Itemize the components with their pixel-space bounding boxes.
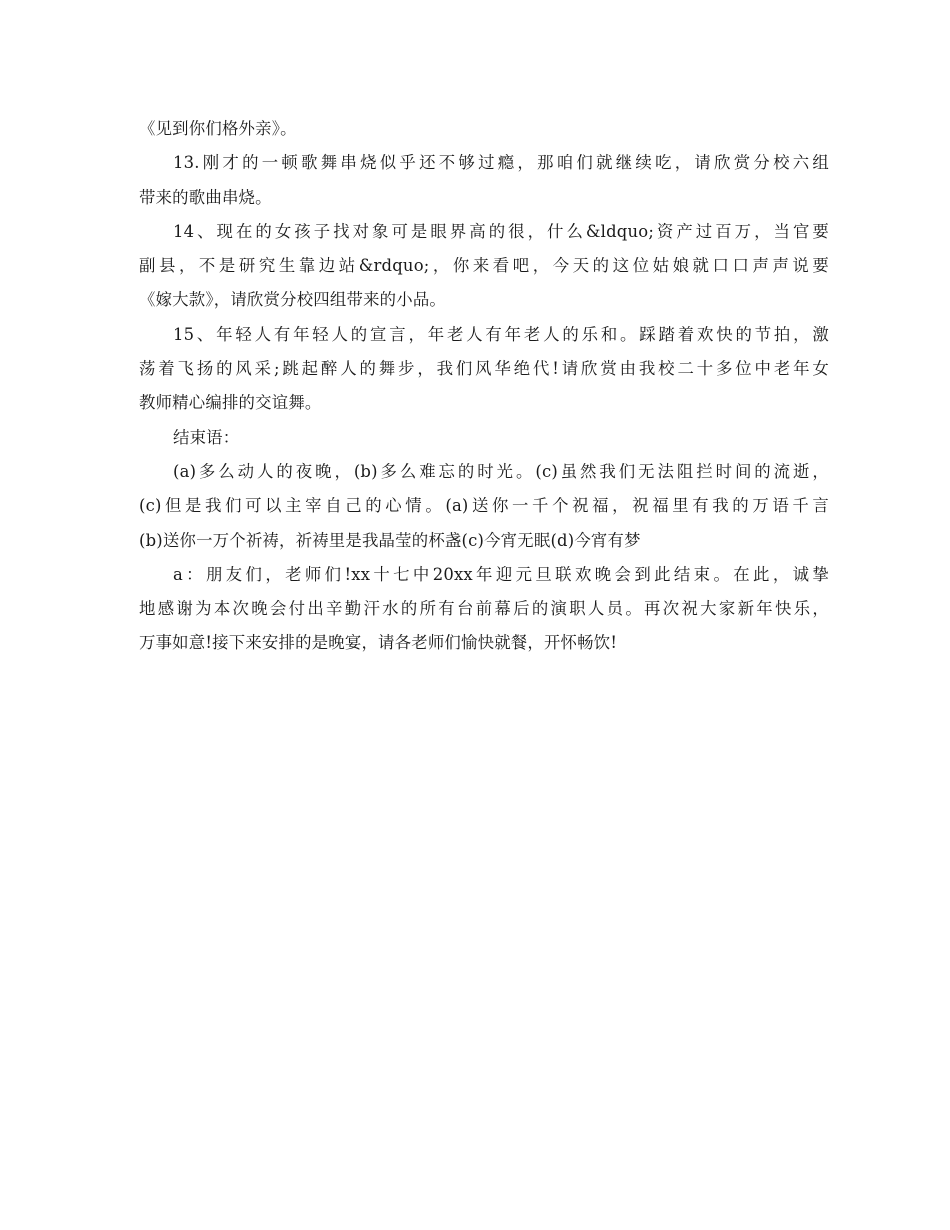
section-heading: 结束语： <box>173 427 240 447</box>
text-line: (b)送你一万个祈祷，祈祷里是我晶莹的杯盏(c)今宵无眠(d)今宵有梦 <box>139 530 641 550</box>
text-line: 带来的歌曲串烧。 <box>139 187 272 207</box>
text-line: (a)多么动人的夜晚，(b)多么难忘的时光。(c)虽然我们无法阻拦时间的流逝， <box>173 461 829 481</box>
text-line: 14、现在的女孩子找对象可是眼界高的很，什么&ldquo;资产过百万，当官要 <box>173 221 829 241</box>
text-line: 荡着飞扬的风采;跳起醉人的舞步，我们风华绝代!请欣赏由我校二十多位中老年女 <box>139 359 829 379</box>
text-line: 13.刚才的一顿歌舞串烧似乎还不够过瘾，那咱们就继续吃，请欣赏分校六组 <box>173 153 829 173</box>
text-line: a：朋友们，老师们!xx十七中20xx年迎元旦联欢晚会到此结束。在此，诚挚 <box>173 564 829 584</box>
text-line: 15、年轻人有年轻人的宣言，年老人有年老人的乐和。踩踏着欢快的节拍，激 <box>173 324 829 344</box>
text-line: 副县，不是研究生靠边站&rdquo;，你来看吧，今天的这位姑娘就口口声声说要 <box>139 256 829 276</box>
document-body <box>139 112 829 661</box>
text-line: 万事如意!接下来安排的是晚宴，请各老师们愉快就餐，开怀畅饮! <box>139 633 618 653</box>
text-line: 地感谢为本次晚会付出辛勤汗水的所有台前幕后的演职人员。再次祝大家新年快乐， <box>139 599 829 619</box>
text-line: 《嫁大款》，请欣赏分校四组带来的小品。 <box>139 290 447 310</box>
text-line: 《见到你们格外亲》。 <box>139 119 297 138</box>
text-line: 教师精心编排的交谊舞。 <box>139 393 322 413</box>
text-line: (c)但是我们可以主宰自己的心情。(a)送你一千个祝福，祝福里有我的万语千言 <box>139 496 829 516</box>
